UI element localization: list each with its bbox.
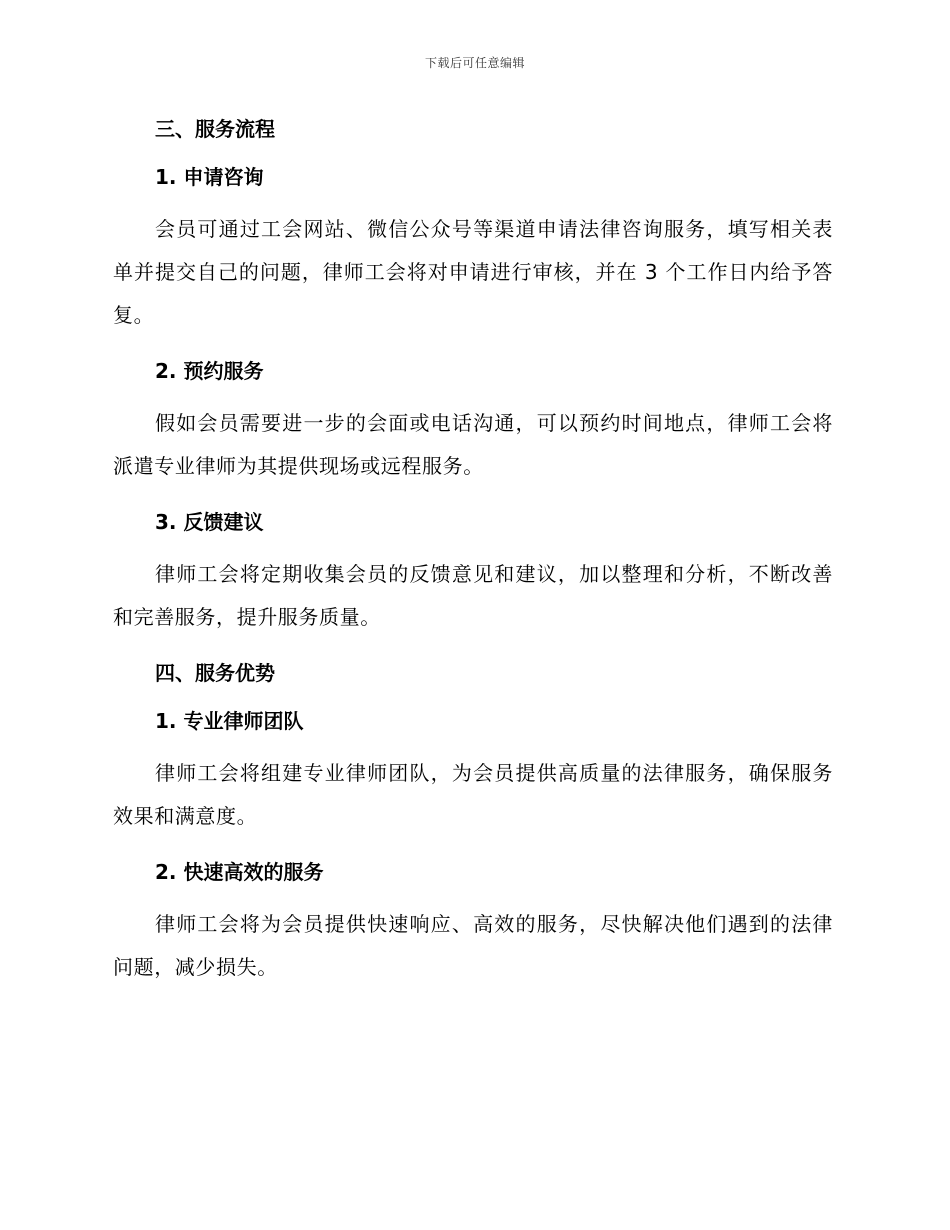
paragraph-feedback: 律师工会将定期收集会员的反馈意见和建议，加以整理和分析，不断改善和完善服务，提升服务质量。: [113, 562, 833, 629]
subheading-apply-consultation: 1. 申请咨询: [155, 165, 264, 189]
subheading-feedback: 3. 反馈建议: [155, 510, 264, 534]
subheading-professional-team: 1. 专业律师团队: [155, 709, 304, 733]
header-note: 下载后可任意编辑: [424, 56, 525, 70]
section-heading-service-advantages: 四、服务优势: [155, 661, 275, 685]
paragraph-fast-efficient-service: 律师工会将为会员提供快速响应、高效的服务，尽快解决他们遇到的法律问题，减少损失。: [113, 912, 833, 979]
paragraph-professional-team: 律师工会将组建专业律师团队，为会员提供高质量的法律服务，确保服务效果和满意度。: [113, 761, 833, 828]
subheading-booking-service: 2. 预约服务: [155, 359, 264, 383]
subheading-fast-efficient-service: 2. 快速高效的服务: [155, 860, 324, 884]
section-heading-service-process: 三、服务流程: [155, 117, 275, 141]
paragraph-booking-service: 假如会员需要进一步的会面或电话沟通，可以预约时间地点，律师工会将派遣专业律师为其提供现场或远程服务。: [113, 411, 833, 478]
paragraph-apply-consultation: 会员可通过工会网站、微信公众号等渠道申请法律咨询服务，填写相关表单并提交自己的问题，律师工会将对申请进行审核，并在 3 个工作日内给予答复。: [113, 217, 833, 327]
document-body: [113, 112, 833, 989]
